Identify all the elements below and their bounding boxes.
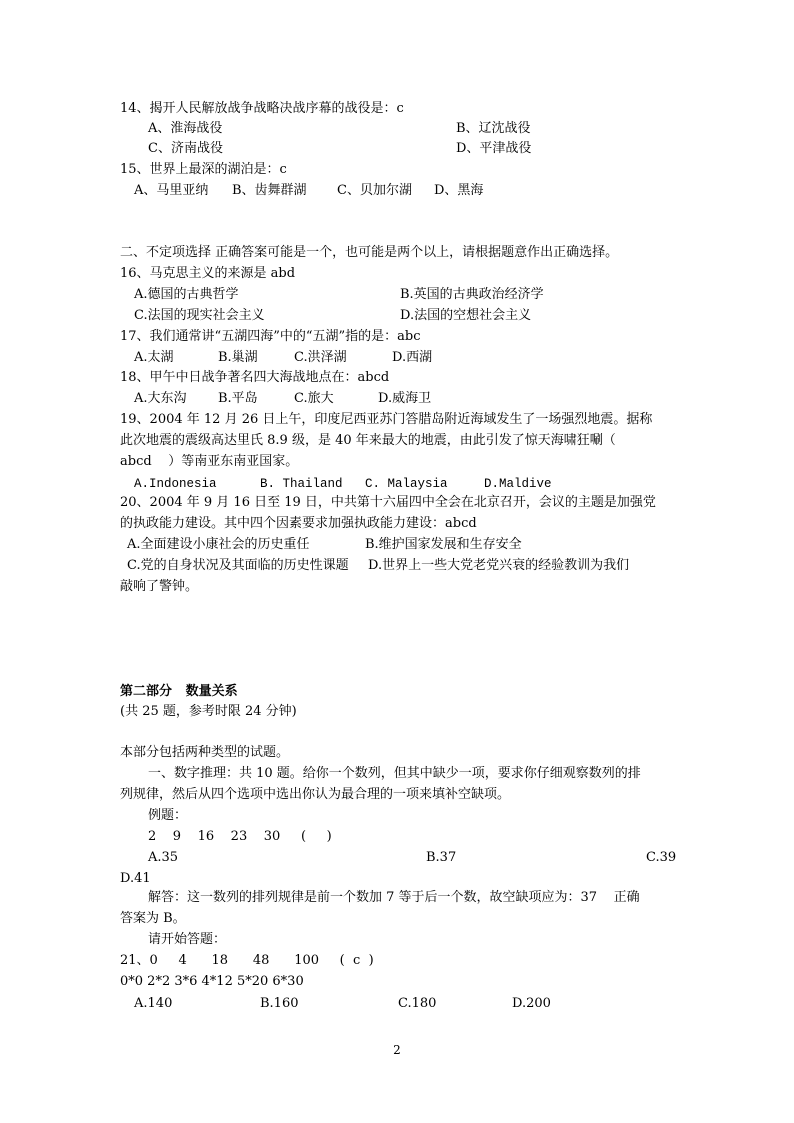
part2-desc-line2: 列规律，然后从四个选项中选出你认为最合理的一项来填补空缺项。 [120, 787, 511, 802]
q17-question: 17、我们通常讲“五湖四海”中的“五湖”指的是：abc [120, 329, 421, 344]
q19-option-d: D.Maldive [484, 477, 552, 491]
q15-option-c: C、贝加尔湖 [337, 183, 412, 198]
part2-title: 第二部分 数量关系 [120, 684, 238, 699]
q21-option-b: B.160 [260, 996, 299, 1011]
q20-option-d-cont: 敲响了警钟。 [120, 579, 199, 594]
q19-option-a: A.Indonesia [134, 477, 217, 491]
q15-option-a: A、马里亚纳 [134, 183, 209, 198]
q16-option-a: A.德国的古典哲学 [134, 287, 239, 302]
q21-sequence: 21、0 4 18 48 100 ( c ) [120, 953, 374, 968]
example-sequence: 2 9 16 23 30 ( ) [148, 829, 332, 844]
example-option-c: C.39 [646, 850, 677, 865]
q20-line2: 的执政能力建设。其中四个因素要求加强执政能力建设：abcd [120, 516, 477, 531]
q20-option-c: C.党的自身状况及其面临的历史性课题 [127, 558, 349, 573]
section2-heading: 二、不定项选择 正确答案可能是一个，也可能是两个以上，请根据题意作出正确选择。 [120, 245, 619, 260]
q16-question: 16、马克思主义的来源是 abd [120, 266, 296, 281]
q18-option-a: A.大东沟 [134, 391, 187, 406]
q20-option-d: D.世界上一些大党老党兴衰的经验教训为我们 [368, 558, 630, 573]
q18-option-d: D.威海卫 [378, 391, 432, 406]
part2-desc-line1: 一、数字推理：共 10 题。给你一个数列，但其中缺少一项，要求你仔细观察数列的排 [148, 766, 641, 781]
q15-question: 15、世界上最深的湖泊是：c [120, 162, 287, 177]
q21-option-c: C.180 [398, 996, 437, 1011]
example-option-d: D.41 [120, 871, 151, 886]
example-answer-line1: 解答：这一数列的排列规律是前一个数加 7 等于后一个数，故空缺项应为：37 正确 [148, 890, 640, 905]
q17-option-b: B.巢湖 [218, 350, 258, 365]
q18-option-b: B.平岛 [218, 391, 258, 406]
part2-intro: 本部分包括两种类型的试题。 [120, 745, 290, 760]
q16-option-d: D.法国的空想社会主义 [400, 308, 532, 323]
q18-question: 18、甲午中日战争著名四大海战地点在：abcd [120, 370, 390, 385]
example-label: 例题： [148, 808, 188, 823]
q19-line1: 19、2004 年 12 月 26 日上午，印度尼西亚苏门答腊岛附近海域发生了一场强烈地震。据称 [120, 412, 653, 427]
q18-option-c: C.旅大 [294, 391, 334, 406]
q14-option-d: D、平津战役 [456, 141, 532, 156]
page-number: 2 [393, 1043, 401, 1057]
q14-option-c: C、济南战役 [148, 141, 223, 156]
q20-option-a: A.全面建设小康社会的历史重任 [127, 537, 310, 552]
example-answer-line2: 答案为 B。 [120, 911, 186, 926]
q19-option-c: C. Malaysia [365, 477, 448, 491]
q17-option-a: A.太湖 [134, 350, 174, 365]
q15-option-d: D、黑海 [434, 183, 484, 198]
q16-option-c: C.法国的现实社会主义 [134, 308, 265, 323]
q17-option-d: D.西湖 [392, 350, 433, 365]
q21-working: 0*0 2*2 3*6 4*12 5*20 6*30 [120, 974, 304, 989]
part2-subtitle: (共 25 题，参考时限 24 分钟) [120, 704, 297, 719]
q19-option-b: B. Thailand [260, 477, 343, 491]
q20-line1: 20、2004 年 9 月 16 日至 19 日，中共第十六届四中全会在北京召开，会议的主题是加强党 [120, 495, 656, 510]
q19-line3: abcd ）等南亚东南亚国家。 [120, 454, 299, 469]
q14-option-b: B、辽沈战役 [456, 121, 531, 136]
example-option-b: B.37 [426, 850, 457, 865]
start-prompt: 请开始答题： [148, 932, 227, 947]
q20-option-b: B.维护国家发展和生存安全 [365, 537, 522, 552]
q19-line2: 此次地震的震级高达里氏 8.9 级，是 40 年来最大的地震，由此引发了惊天海啸狂唰（ [120, 433, 616, 448]
q15-option-b: B、齿舞群湖 [232, 183, 307, 198]
q14-question: 14、揭开人民解放战争战略决战序幕的战役是：c [120, 101, 404, 116]
q21-option-d: D.200 [512, 996, 551, 1011]
q16-option-b: B.英国的古典政治经济学 [400, 287, 544, 302]
q21-option-a: A.140 [134, 996, 173, 1011]
q17-option-c: C.洪泽湖 [294, 350, 347, 365]
example-option-a: A.35 [148, 850, 179, 865]
q14-option-a: A、淮海战役 [148, 121, 223, 136]
